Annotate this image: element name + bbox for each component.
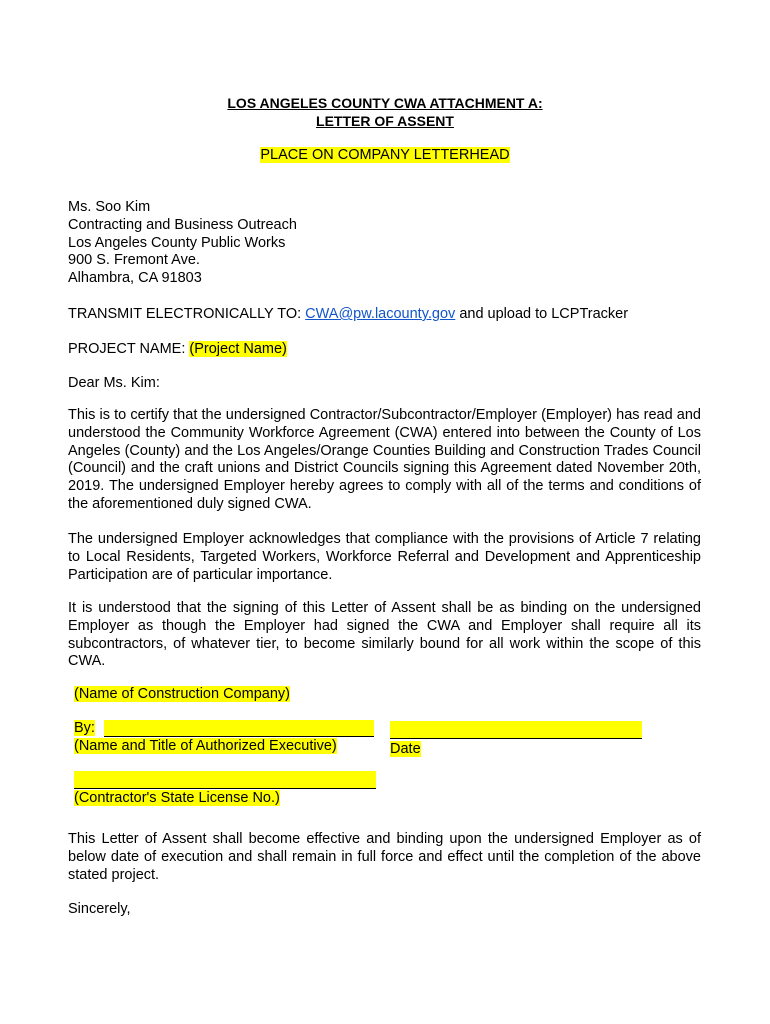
letterhead-instruction-text: PLACE ON COMPANY LETTERHEAD: [260, 147, 510, 163]
paragraph-binding: It is understood that the signing of this Letter of Assent shall be as binding on the undersigned Employer as though the Employer had signed the CWA and Employer shall require all its subcontractors, of whatever tier, to become similarly bound for all work within the scope of this CWA.: [68, 600, 701, 670]
license-label: [74, 790, 280, 806]
project-name-field[interactable]: (Project Name): [189, 341, 287, 357]
transmit-line: [68, 306, 628, 322]
doc-title-line2: LETTER OF ASSENT: [316, 113, 454, 129]
executive-label: [74, 738, 337, 754]
recipient-city: Alhambra, CA 91803: [68, 270, 202, 286]
by-label: [74, 720, 95, 736]
company-name-field[interactable]: (Name of Construction Company): [74, 686, 290, 702]
date-signature-line[interactable]: [390, 721, 642, 739]
recipient-org: Los Angeles County Public Works: [68, 235, 286, 251]
executive-signature-line[interactable]: [104, 720, 374, 737]
date-label: [390, 741, 421, 757]
project-line: [68, 341, 287, 357]
license-signature-line[interactable]: [74, 771, 376, 789]
paragraph-effective: This Letter of Assent shall become effective and binding upon the undersigned Employer as of below date of execution and shall remain in full force and effect until the completion of the above stated project.: [68, 831, 701, 883]
letterhead-instruction: [0, 147, 770, 163]
date-label-text: Date: [390, 741, 421, 757]
salutation: Dear Ms. Kim:: [68, 375, 160, 391]
recipient-street: 900 S. Fremont Ave.: [68, 252, 200, 268]
transmit-label: TRANSMIT ELECTRONICALLY TO:: [68, 306, 306, 322]
executive-label-text: (Name and Title of Authorized Executive): [74, 738, 337, 754]
recipient-name: Ms. Soo Kim: [68, 199, 151, 215]
transmit-suffix: and upload to LCPTracker: [455, 306, 629, 322]
by-label-text: By:: [74, 720, 95, 736]
project-label: PROJECT NAME:: [68, 341, 190, 357]
doc-title-line1: LOS ANGELES COUNTY CWA ATTACHMENT A:: [227, 95, 543, 111]
company-name-line: [74, 686, 290, 702]
email-link[interactable]: CWA@pw.lacounty.gov: [305, 306, 456, 322]
paragraph-certify: This is to certify that the undersigned Contractor/Subcontractor/Employer (Employer) has read and understood the Community Workforce Agreement (CWA) entered into between the County of Los Angeles (County) and the Los Angeles/Orange Counties Building and Construction Trades Council (Council) and the craft unions and District Councils signing this Agreement dated November 20th, 2019. The undersigned Employer hereby agrees to comply with all of the terms and conditions of the aforementioned duly signed CWA.: [68, 407, 701, 512]
paragraph-acknowledge: The undersigned Employer acknowledges that compliance with the provisions of Article 7 relating to Local Residents, Targeted Workers, Workforce Referral and Development and Apprenticeship Participation are of particular importance.: [68, 531, 701, 583]
recipient-dept: Contracting and Business Outreach: [68, 217, 297, 233]
closing: Sincerely,: [68, 901, 131, 917]
license-label-text: (Contractor's State License No.): [74, 790, 280, 806]
